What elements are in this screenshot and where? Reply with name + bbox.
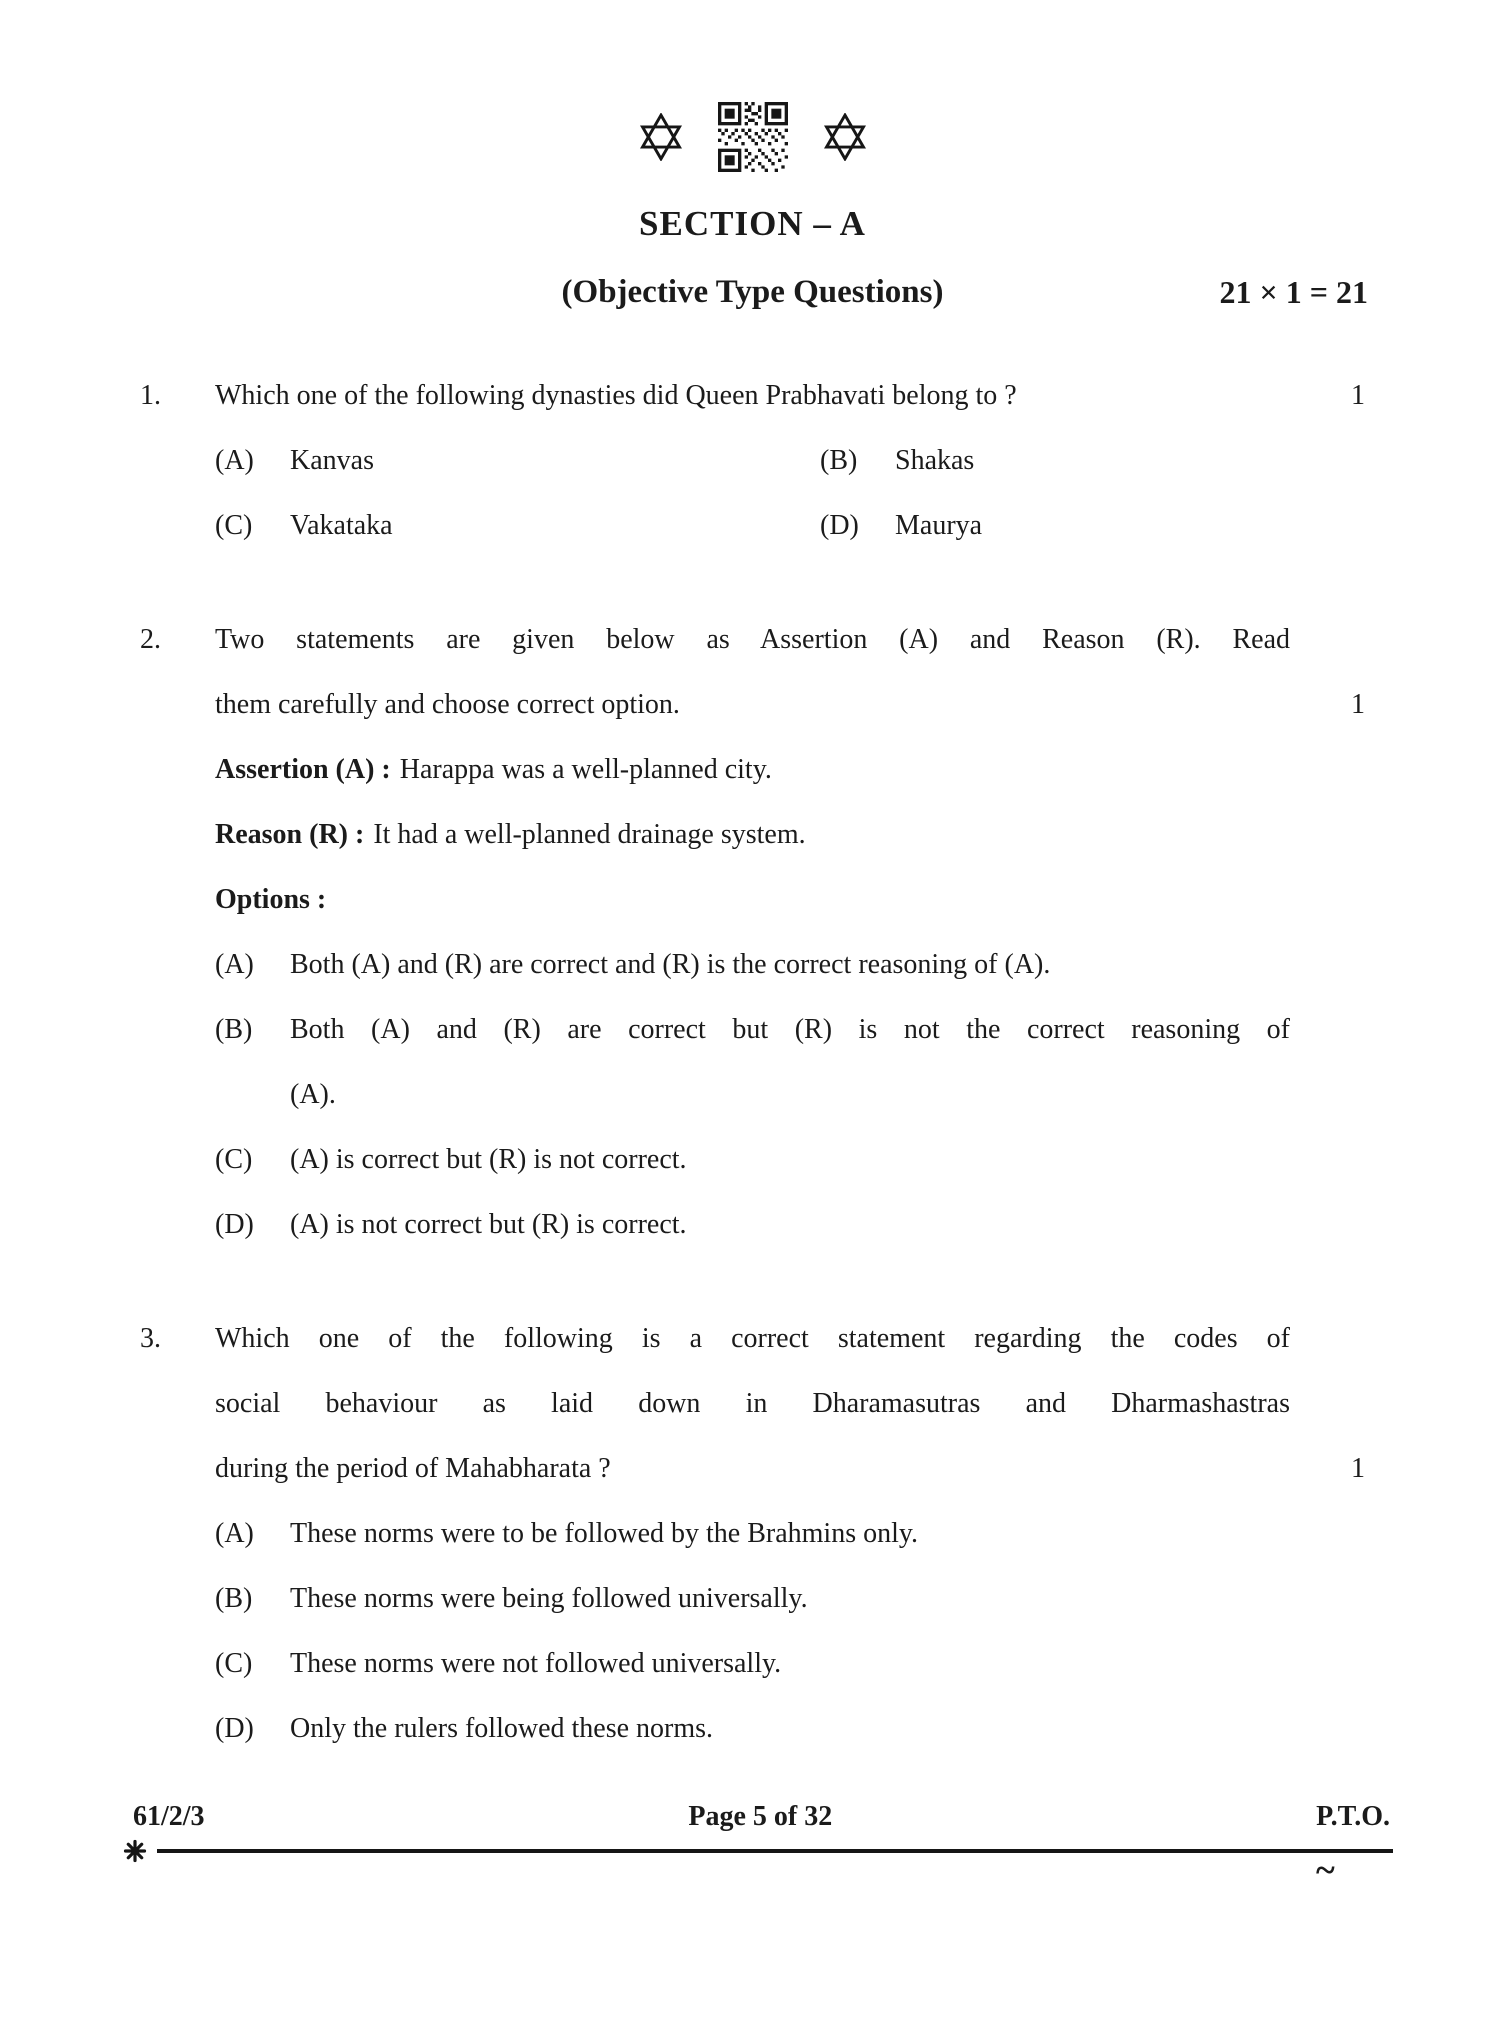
tilde-mark: ~: [1316, 1850, 1335, 1890]
option-text: These norms were to be followed by the Brahmins only.: [290, 1518, 919, 1549]
option-label: (D): [215, 1209, 254, 1240]
option-text: Kanvas: [290, 445, 374, 476]
option-text-line: Both (A) and (R) are correct but (R) is not the correct reasoning of: [290, 1014, 1290, 1045]
option-row: [215, 932, 1290, 997]
option-row: [215, 1696, 1290, 1761]
question-text-line: Which one of the following dynasties did Queen Prabhavati belong to ?: [215, 380, 1017, 411]
option-row: [215, 1566, 1290, 1631]
qr-code: [718, 102, 788, 172]
subtitle-row: [137, 270, 1368, 314]
question-marks: 1: [1351, 380, 1365, 411]
flower-asterisk-icon: [123, 1839, 147, 1868]
option-text-line: (A).: [290, 1079, 336, 1110]
star-of-david-icon: [824, 113, 866, 161]
assertion-label: Assertion (A) :: [215, 754, 391, 785]
option-label: (C): [215, 510, 253, 541]
option-label: (B): [215, 1014, 253, 1045]
question-text-line: during the period of Mahabharata ?: [215, 1453, 611, 1484]
question-body: [215, 1306, 1365, 1761]
assertion-statement: [215, 737, 1290, 802]
marks-scheme: 21 × 1 = 21: [1219, 274, 1368, 310]
option-text: Vakataka: [290, 510, 393, 541]
option-body: [290, 1192, 1290, 1257]
option-label: (A): [215, 1518, 254, 1549]
question-marks: 1: [1351, 1453, 1365, 1484]
question-text-line: social behaviour as laid down in Dharamasutras and Dharmashastras: [215, 1388, 1290, 1419]
star-of-david-icon: [640, 113, 682, 161]
option-label: (C): [215, 1144, 253, 1175]
questions-area: [0, 363, 1505, 1761]
option-row: [215, 1127, 1290, 1192]
subtitle: (Objective Type Questions): [561, 274, 944, 310]
header-symbols: [0, 0, 1505, 188]
assertion-text: Harappa was a well-planned city.: [399, 754, 772, 785]
option-text: (A) is correct but (R) is not correct.: [290, 1144, 687, 1175]
question-intro: [215, 607, 1365, 737]
option-row: [215, 1631, 1290, 1696]
option-label: (D): [820, 510, 859, 541]
question-number: 3.: [140, 1323, 161, 1354]
reason-text: It had a well-planned drainage system.: [373, 819, 806, 850]
option-text: These norms were being followed universally.: [290, 1583, 808, 1614]
question-number: 2.: [140, 624, 161, 655]
section-title: SECTION – A: [639, 204, 866, 243]
question-marks: 1: [1351, 689, 1365, 720]
question-3: [140, 1306, 1505, 1761]
option-label: (A): [215, 445, 254, 476]
question-text-line: Two statements are given below as Assertion (A) and Reason (R). Read: [215, 624, 1290, 655]
question-text-line: Which one of the following is a correct statement regarding the codes of: [215, 1323, 1290, 1354]
paper-code: 61/2/3: [133, 1801, 205, 1832]
option-text: Shakas: [895, 445, 975, 476]
option-label: (C): [215, 1648, 253, 1679]
question-body: [215, 363, 1365, 558]
option-text: Only the rulers followed these norms.: [290, 1713, 714, 1744]
option-text: (A) is not correct but (R) is correct.: [290, 1209, 687, 1240]
footer-rule: [157, 1849, 1393, 1853]
question-number: 1.: [140, 380, 161, 411]
page-indicator: Page 5 of 32: [688, 1801, 833, 1832]
option-label: (D): [215, 1713, 254, 1744]
reason-statement: [215, 802, 1290, 867]
question-intro: [215, 363, 1365, 428]
question-text-line: them carefully and choose correct option.: [215, 689, 680, 720]
pto-label: P.T.O.: [1316, 1801, 1390, 1832]
option-body: [290, 997, 1290, 1127]
options-grid: [215, 428, 1290, 558]
option-label: (A): [215, 949, 254, 980]
reason-label: Reason (R) :: [215, 819, 365, 850]
option-text: Maurya: [895, 510, 983, 541]
question-body: [215, 607, 1365, 1257]
option-row: [215, 1501, 1290, 1566]
options-heading: Options :: [215, 884, 327, 915]
option-text: These norms were not followed universally.: [290, 1648, 782, 1679]
question-2: [140, 607, 1505, 1257]
option-body: [290, 1127, 1290, 1192]
option-row: [215, 1192, 1290, 1257]
option-label: (B): [820, 445, 858, 476]
option-label: (B): [215, 1583, 253, 1614]
question-intro: [215, 1306, 1365, 1501]
option-text: Both (A) and (R) are correct and (R) is the correct reasoning of (A).: [290, 949, 1051, 980]
option-row: [215, 997, 1290, 1127]
option-body: [290, 932, 1290, 997]
question-1: [140, 363, 1505, 558]
footer: [133, 1800, 1390, 1834]
